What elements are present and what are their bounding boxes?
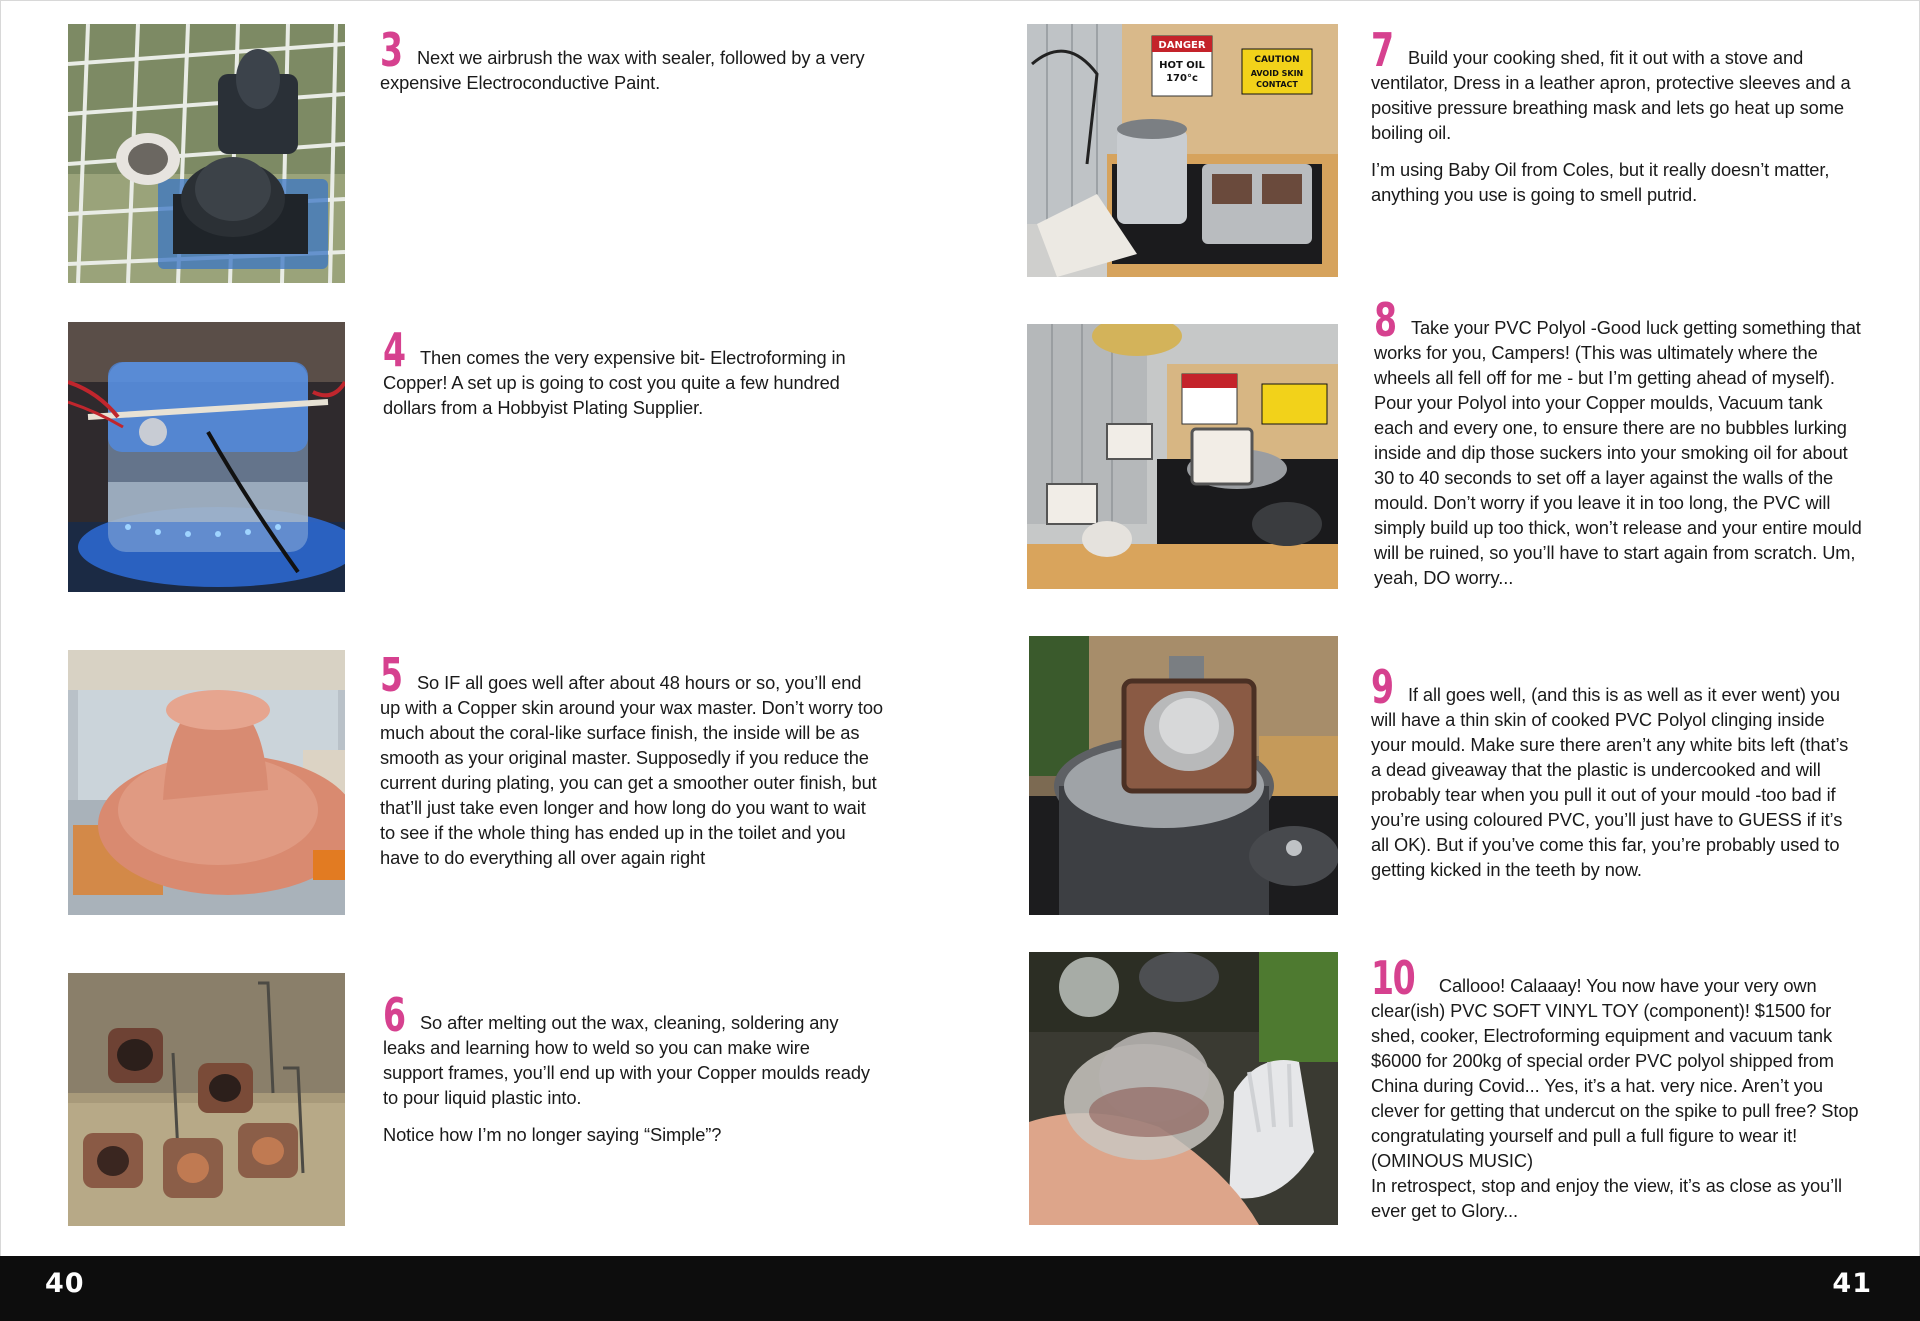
step-10-number: 10 xyxy=(1371,951,1415,1005)
danger-sign-header: DANGER xyxy=(1158,40,1206,51)
photo-copper-moulds-frames xyxy=(68,973,345,1226)
caution-sign-line-1: AVOID SKIN xyxy=(1250,69,1304,78)
step-4-text xyxy=(383,323,873,432)
step-7-paragraph-2: I’m using Baby Oil from Coles, but it really doesn’t matter, anything you use is going to smell putrid. xyxy=(1371,159,1830,205)
photo-dipping-moulds xyxy=(1027,324,1338,589)
step-4-body: Then comes the very expensive bit- Electroforming in Copper! A set up is going to cost you quite a few hundred dollars from a Hobbyist Plating Supplier. xyxy=(383,347,846,418)
step-4-number: 4 xyxy=(383,323,405,377)
photo-sealed-wax-hat xyxy=(68,24,345,283)
step-9-body: If all goes well, (and this is as well as it ever went) you will have a thin skin of cooked PVC Polyol clinging inside your mould. Make sure there aren’t any white bits left (that’s a dead giveaway that the plastic is undercooked and will probably tear when you pull it out of your mould -too bad if you’re using coloured PVC, you’ll just have to GUESS if it’s all OK). But if you’ve come this far, you’re probably used to getting kicked in the teeth by now. xyxy=(1371,684,1849,880)
right-page-number: 41 xyxy=(1832,1268,1872,1299)
step-3-text xyxy=(380,23,870,107)
step-10-paragraph xyxy=(1371,951,1861,1223)
step-6-number: 6 xyxy=(383,988,405,1042)
step-4-paragraph xyxy=(383,323,873,420)
step-10-text xyxy=(1371,951,1861,1235)
caution-sign-line-2: CONTACT xyxy=(1256,80,1298,89)
step-6-paragraph-2: Notice how I’m no longer saying “Simple”? xyxy=(383,1124,722,1145)
step-5-text xyxy=(380,648,885,882)
caution-sign-header: CAUTION xyxy=(1254,55,1300,65)
step-3-body: Next we airbrush the wax with sealer, followed by a very expensive Electroconductive Paint. xyxy=(380,47,865,93)
step-8-paragraph xyxy=(1374,293,1864,590)
step-8-text xyxy=(1374,293,1864,602)
step-5-paragraph xyxy=(380,648,885,870)
photo-electroforming-tank xyxy=(68,322,345,592)
step-7-text xyxy=(1371,23,1861,219)
step-7-body: Build your cooking shed, fit it out with a stove and ventilator, Dress in a leather apron, protective sleeves and a positive pressure breathing mask and lets go heat up some boiling oil. xyxy=(1371,47,1851,143)
step-9-number: 9 xyxy=(1371,660,1393,714)
photo-clear-pvc-hat xyxy=(1029,952,1338,1225)
step-10-body: Callooo! Calaaay! You now have your very own clear(ish) PVC SOFT VINYL TOY (component)! $1500 for shed, cooker, Electroforming equipment and vacuum tank $6000 for 200kg of special order PVC polyol shipped from China during Covid... Yes, it’s a hat. very nice. Aren’t you clever for getting that undercut on the spike to pull free? Stop congratulating yourself and pull a full figure to wear it! (OMINOUS MUSIC) In retrospect, stop and enjoy the view, it’s as close as you’ll ever get to Glory... xyxy=(1371,975,1859,1221)
step-9-paragraph xyxy=(1371,660,1861,882)
step-6-text xyxy=(383,988,873,1159)
step-7-number: 7 xyxy=(1371,23,1393,77)
footer-bar xyxy=(0,1256,1920,1321)
step-5-number: 5 xyxy=(380,648,402,702)
left-page-number: 40 xyxy=(45,1268,85,1299)
danger-sign-line-1: HOT OIL xyxy=(1159,60,1205,71)
step-8-number: 8 xyxy=(1374,293,1396,347)
photo-cooked-pvc-skin xyxy=(1029,636,1338,915)
photo-copper-skin-hat xyxy=(68,650,345,915)
step-6-body: So after melting out the wax, cleaning, soldering any leaks and learning how to weld so you can make wire support frames, you’ll end up with your Copper moulds ready to pour liquid plastic into. xyxy=(383,1012,870,1108)
step-9-text xyxy=(1371,660,1861,894)
step-6-paragraph-1 xyxy=(383,988,873,1110)
step-7-paragraph-1 xyxy=(1371,23,1861,145)
step-3-paragraph xyxy=(380,23,870,95)
step-8-body: Take your PVC Polyol -Good luck getting something that works for you, Campers! (This was ultimately where the wheels all fell off for me - but I’m getting ahead of myself). Pour your Polyol into your Copper moulds, Vacuum tank each and every one, to ensure there are no bubbles lurking inside and dip those suckers into your smoking oil for about 30 to 40 seconds to set off a layer against the walls of the mould. Don’t worry if you leave it in too long, the PVC will simply build up too thick, won’t release and your entire mould will be ruined, so you’ll have to start again from scratch. Um, yeah, DO worry... xyxy=(1374,317,1862,588)
step-5-body: So IF all goes well after about 48 hours or so, you’ll end up with a Copper skin around your wax master. Don’t worry too much about the coral-like surface finish, the inside will be as smooth as your original master. Supposedly if you reduce the current during plating, you can get a smoother outer finish, but that’ll just take even longer and how long do you want to wait to see if the whole thing has ended up in the toilet and you have to do everything all over again right xyxy=(380,672,883,868)
step-3-number: 3 xyxy=(380,23,402,77)
danger-sign-line-2: 170°c xyxy=(1166,73,1198,84)
photo-cooking-shed xyxy=(1027,24,1338,277)
